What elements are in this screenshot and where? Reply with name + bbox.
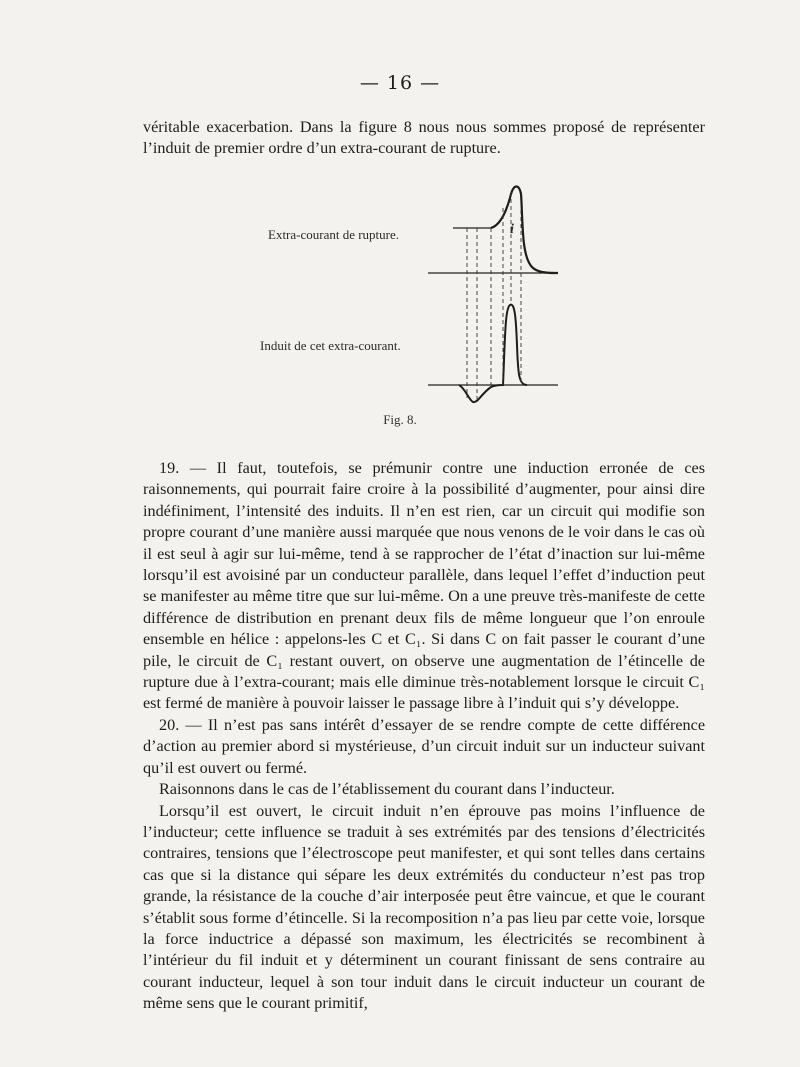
label-extra-current: Extra-courant de rupture. — [268, 227, 400, 242]
figure-8-diagram — [255, 180, 575, 420]
figure-caption: Fig. 8. — [383, 412, 417, 427]
paragraph-19: 19. — Il faut, toutefois, se prémunir contre une induction erronée de ces raisonnements, qui pourrait faire croire à la possibilité d’augmenter, pour ainsi dire indéfiniment, l’intensité des induits. Il n’en est rien, car un circuit qui modifie son propre courant d’une manière aussi marquée que nous venons de le voir dans le cas où il est seul à agir sur lui-même, tend à se rapprocher de l’état d’inaction sur lui-même lorsqu’il est avoisiné par un conducteur parallèle, dans lequel l’effet d’induction peut se manifester au même titre que sur lui-même. On a une preuve très-manifeste de cette différence de distribution en prenant deux fils de même longueur que l’on enroule ensemble en hélice : appelons-les C et C₁. Si dans C on fait passer le courant d’une pile, le circuit de C₁ restant ouvert, on observe une augmentation de l’étincelle de rupture due à l’extra-courant; mais elle diminue très-notablement lorsque le circuit C₁ est fermé de manière à pouvoir laisser le passage libre à l’induit qui s’y développe. — [143, 459, 705, 713]
page-number: — 16 — — [359, 72, 441, 94]
intro-paragraph — [143, 117, 705, 160]
label-induced-current: Induit de cet extra-courant. — [260, 338, 401, 353]
paragraph-raisonnons: Raisonnons dans le cas de l’établissement du courant dans l’inducteur. — [159, 780, 615, 799]
extra-current-curve — [491, 187, 558, 274]
paragraph-20: 20. — Il n’est pas sans intérêt d’essayer de se rendre compte de cette différence d’action au premier abord si mystérieuse, d’un circuit induit sur un inducteur suivant qu’il est ouvert ou fermé. — [143, 715, 705, 777]
label-i: i — [510, 222, 514, 237]
induced-current-curve — [459, 305, 527, 402]
intro-text: véritable exacerbation. Dans la figure 8 nous nous sommes proposé de représenter l’induit de premier ordre d’un extra-courant de rupture. — [143, 118, 705, 158]
paragraph-lorsquil: Lorsqu’il est ouvert, le circuit induit n’en éprouve pas moins l’influence de l’inducteur; cette influence se traduit à ses extrémités par des tensions d’électricités contraires, tensions que l’électroscope peut manifester, et qui sont telles dans certains cas que si la distance qui sépare les deux extrémités du conducteur n’est pas trop grande, la résistance de la couche d’air interposée peut être vaincue, et que le courant s’établit sous forme d’étincelle. Si la recomposition n’a pas lieu par cette voie, lorsque la force inductrice a dépassé son maximum, les électricités se recombinent à l’intérieur du fil induit et y déterminent un courant finissant de sens contraire au courant inducteur, lequel à son tour induit dans le circuit inducteur un courant de même sens que le courant primitif, — [143, 801, 705, 1013]
body-text — [143, 458, 705, 1015]
figure-8 — [255, 180, 575, 435]
